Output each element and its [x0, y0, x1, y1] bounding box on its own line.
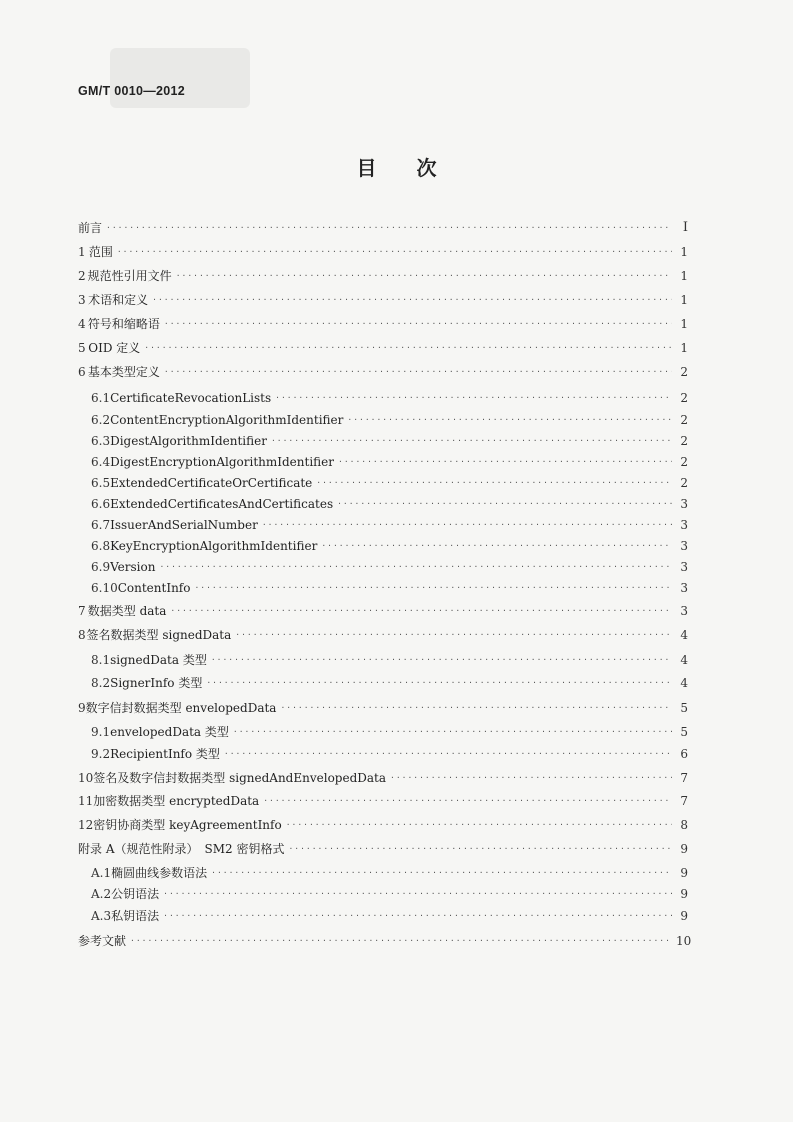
toc-entry[interactable]: [78, 314, 688, 334]
toc-entry[interactable]: [91, 578, 688, 598]
toc-entry-number: 6.9: [91, 560, 111, 574]
toc-page-number: 1: [680, 293, 688, 307]
toc-page-number: 3: [680, 581, 688, 595]
toc-entry-label: 基本类型定义: [87, 365, 160, 379]
toc-page-number: 8: [680, 818, 688, 832]
toc-entry-number: 10: [78, 771, 94, 785]
toc-leader-dots: [164, 314, 672, 334]
toc-entry[interactable]: [91, 388, 688, 408]
toc-leader-dots: [163, 884, 672, 904]
toc-page-number: 1: [680, 317, 688, 331]
toc-entry[interactable]: [78, 791, 688, 811]
toc-entry[interactable]: [91, 473, 688, 493]
document-code: GM/T 0010—2012: [78, 84, 186, 98]
toc-page-number: 3: [680, 539, 688, 553]
toc-page-number: 2: [680, 365, 688, 379]
title-char-1: 目: [356, 156, 377, 180]
toc-page-number: 2: [680, 455, 688, 469]
toc-entry-label: 数字信封数据类型 envelopedData: [85, 701, 277, 715]
toc-entry-number: 6: [78, 365, 86, 379]
toc-page-number: 3: [680, 560, 688, 574]
toc-entry-number: 8: [78, 628, 86, 642]
toc-entry[interactable]: [78, 338, 688, 358]
toc-leader-dots: [338, 452, 672, 472]
toc-leader-dots: [316, 473, 672, 493]
toc-page-number: 4: [680, 676, 688, 690]
toc-entry-label: 签名及数字信封数据类型 signedAndEnvelopedData: [93, 771, 387, 785]
toc-entry-label: signedData 类型: [110, 653, 207, 667]
toc-entry-label: KeyEncryptionAlgorithmIdentifier: [110, 539, 318, 553]
toc-leader-dots: [144, 338, 672, 358]
toc-page-number: 9: [680, 887, 688, 901]
toc-entry[interactable]: [91, 494, 688, 514]
toc-entry-number: A.1: [91, 866, 112, 880]
toc-leader-dots: [262, 515, 672, 535]
toc-entry-number: 6.3: [91, 434, 111, 448]
toc-entry[interactable]: [78, 362, 688, 382]
toc-entry-number: 2: [78, 269, 86, 283]
toc-entry-label: ExtendedCertificateOrCertificate: [110, 476, 313, 490]
toc-entry[interactable]: [91, 863, 688, 883]
toc-entry[interactable]: [78, 625, 688, 645]
toc-entry-number: 12: [78, 818, 94, 832]
toc-entry[interactable]: [78, 815, 688, 835]
toc-entry[interactable]: [78, 931, 692, 951]
toc-page-number: 1: [680, 269, 688, 283]
toc-entry[interactable]: [91, 431, 688, 451]
toc-page-number: 9: [680, 909, 688, 923]
toc-leader-dots: [288, 839, 672, 859]
toc-entry-label: 椭圆曲线参数语法: [111, 866, 208, 880]
toc-leader-dots: [159, 557, 672, 577]
toc-page-number: 5: [680, 725, 688, 739]
toc-leader-dots: [106, 218, 672, 238]
toc-entry-label: IssuerAndSerialNumber: [110, 518, 258, 532]
toc-entry[interactable]: [91, 452, 688, 472]
toc-leader-dots: [164, 362, 672, 382]
toc-leader-dots: [347, 410, 672, 430]
toc-entry-label: CertificateRevocationLists: [110, 391, 272, 405]
toc-entry[interactable]: [91, 557, 688, 577]
toc-page-number: 7: [680, 771, 688, 785]
toc-page-number: I: [682, 220, 688, 235]
toc-entry-number: 6.8: [91, 539, 111, 553]
toc-entry-number: 6.7: [91, 518, 111, 532]
toc-page-number: 2: [680, 476, 688, 490]
toc-leader-dots: [233, 722, 672, 742]
toc-entry-label: Version: [110, 560, 156, 574]
toc-entry-number: 6.2: [91, 413, 111, 427]
toc-entry-number: 3: [78, 293, 86, 307]
watermark-logo: [110, 48, 250, 108]
toc-entry[interactable]: [91, 650, 688, 670]
toc-entry[interactable]: [91, 673, 688, 693]
toc-page-number: 2: [680, 391, 688, 405]
toc-entry-number: 6.5: [91, 476, 111, 490]
title-char-2: 次: [416, 156, 437, 180]
toc-leader-dots: [224, 744, 672, 764]
toc-entry-label: ContentInfo: [117, 581, 191, 595]
toc-leader-dots: [206, 673, 672, 693]
toc-entry[interactable]: [91, 410, 688, 430]
toc-entry-number: 7: [78, 604, 86, 618]
toc-entry-number: 8.2: [91, 676, 111, 690]
toc-leader-dots: [263, 791, 672, 811]
toc-entry-number: 9.2: [91, 747, 111, 761]
toc-entry-label: OID 定义: [88, 341, 141, 355]
toc-leader-dots: [235, 625, 672, 645]
toc-page-number: 3: [680, 604, 688, 618]
toc-entry-number: A.3: [91, 909, 112, 923]
toc-page-number: 1: [680, 245, 688, 259]
toc-page-number: 1: [680, 341, 688, 355]
toc-entry-label: RecipientInfo 类型: [110, 747, 220, 761]
toc-page-number: 7: [680, 794, 688, 808]
toc-leader-dots: [130, 931, 672, 951]
toc-leader-dots: [176, 266, 672, 286]
toc-entry-label: 参考文献: [78, 934, 127, 948]
toc-leader-dots: [390, 768, 672, 788]
toc-entry-number: 11: [78, 794, 94, 808]
toc-page-number: 6: [680, 747, 688, 761]
toc-entry-label: DigestAlgorithmIdentifier: [110, 434, 267, 448]
toc-leader-dots: [271, 431, 672, 451]
toc-leader-dots: [211, 863, 672, 883]
toc-leader-dots: [275, 388, 672, 408]
toc-entry-number: 4: [78, 317, 86, 331]
toc-entry-label: 私钥语法: [111, 909, 160, 923]
toc-entry[interactable]: [91, 722, 688, 742]
toc-entry[interactable]: [91, 884, 688, 904]
toc-entry[interactable]: [78, 266, 688, 286]
toc-entry-label: 术语和定义: [88, 293, 149, 307]
toc-entry-label: ExtendedCertificatesAndCertificates: [110, 497, 334, 511]
toc-entry-label: 加密数据类型 encryptedData: [93, 794, 260, 808]
toc-page-number: 2: [680, 434, 688, 448]
toc-entry-label: 公钥语法: [111, 887, 160, 901]
toc-entry-number: 9: [78, 701, 86, 715]
toc-entry-label: 密钥协商类型 keyAgreementInfo: [93, 818, 282, 832]
toc-entry-label: 签名数据类型 signedData: [86, 628, 232, 642]
toc-page-number: 5: [680, 701, 688, 715]
toc-entry-label: 范围: [88, 245, 113, 259]
toc-entry-label: DigestEncryptionAlgorithmIdentifier: [110, 455, 335, 469]
toc-entry-number: A.2: [91, 887, 112, 901]
toc-leader-dots: [211, 650, 672, 670]
toc-entry[interactable]: [78, 242, 688, 262]
toc-page-number: 2: [680, 413, 688, 427]
toc-entry[interactable]: [78, 290, 688, 310]
toc-entry[interactable]: [91, 536, 688, 556]
toc-leader-dots: [170, 601, 672, 621]
toc-entry-label: SignerInfo 类型: [110, 676, 203, 690]
toc-entry[interactable]: [78, 601, 688, 621]
toc-page-number: 9: [680, 842, 688, 856]
toc-leader-dots: [152, 290, 672, 310]
toc-entry-number: 6.10: [91, 581, 118, 595]
toc-entry-label: envelopedData 类型: [110, 725, 229, 739]
toc-entry[interactable]: [78, 698, 688, 718]
toc-entry-number: 1: [78, 245, 86, 259]
toc-leader-dots: [117, 242, 672, 262]
toc-entry-number: 6.1: [91, 391, 111, 405]
toc-entry[interactable]: [91, 515, 688, 535]
toc-entry-label: 数据类型 data: [87, 604, 167, 618]
toc-page-number: 10: [676, 934, 692, 948]
toc-page-number: 3: [680, 497, 688, 511]
toc-entry-label: 规范性引用文件: [87, 269, 172, 283]
toc-entry-label: 前言: [78, 221, 103, 235]
toc-entry-number: 8.1: [91, 653, 111, 667]
toc-entry-label: ContentEncryptionAlgorithmIdentifier: [110, 413, 344, 427]
toc-leader-dots: [337, 494, 672, 514]
toc-entry-number: 6.6: [91, 497, 111, 511]
toc-entry[interactable]: [91, 906, 688, 926]
toc-page-number: 9: [680, 866, 688, 880]
toc-entry[interactable]: [91, 744, 688, 764]
toc-page-number: 4: [680, 653, 688, 667]
toc-entry-label: 符号和缩略语: [87, 317, 160, 331]
toc-entry[interactable]: [78, 839, 688, 859]
toc-leader-dots: [194, 578, 672, 598]
page-title: [0, 152, 793, 181]
toc-leader-dots: [163, 906, 672, 926]
toc-leader-dots: [280, 698, 672, 718]
toc-entry[interactable]: [78, 768, 688, 788]
toc-leader-dots: [286, 815, 672, 835]
toc-entry-number: 6.4: [91, 455, 111, 469]
toc-page-number: 4: [680, 628, 688, 642]
toc-entry-label: 附录 A（规范性附录） SM2 密钥格式: [78, 842, 285, 856]
toc-page-number: 3: [680, 518, 688, 532]
toc-entry[interactable]: [78, 218, 688, 238]
toc-leader-dots: [321, 536, 672, 556]
toc-entry-number: 5: [78, 341, 86, 355]
toc-entry-number: 9.1: [91, 725, 111, 739]
